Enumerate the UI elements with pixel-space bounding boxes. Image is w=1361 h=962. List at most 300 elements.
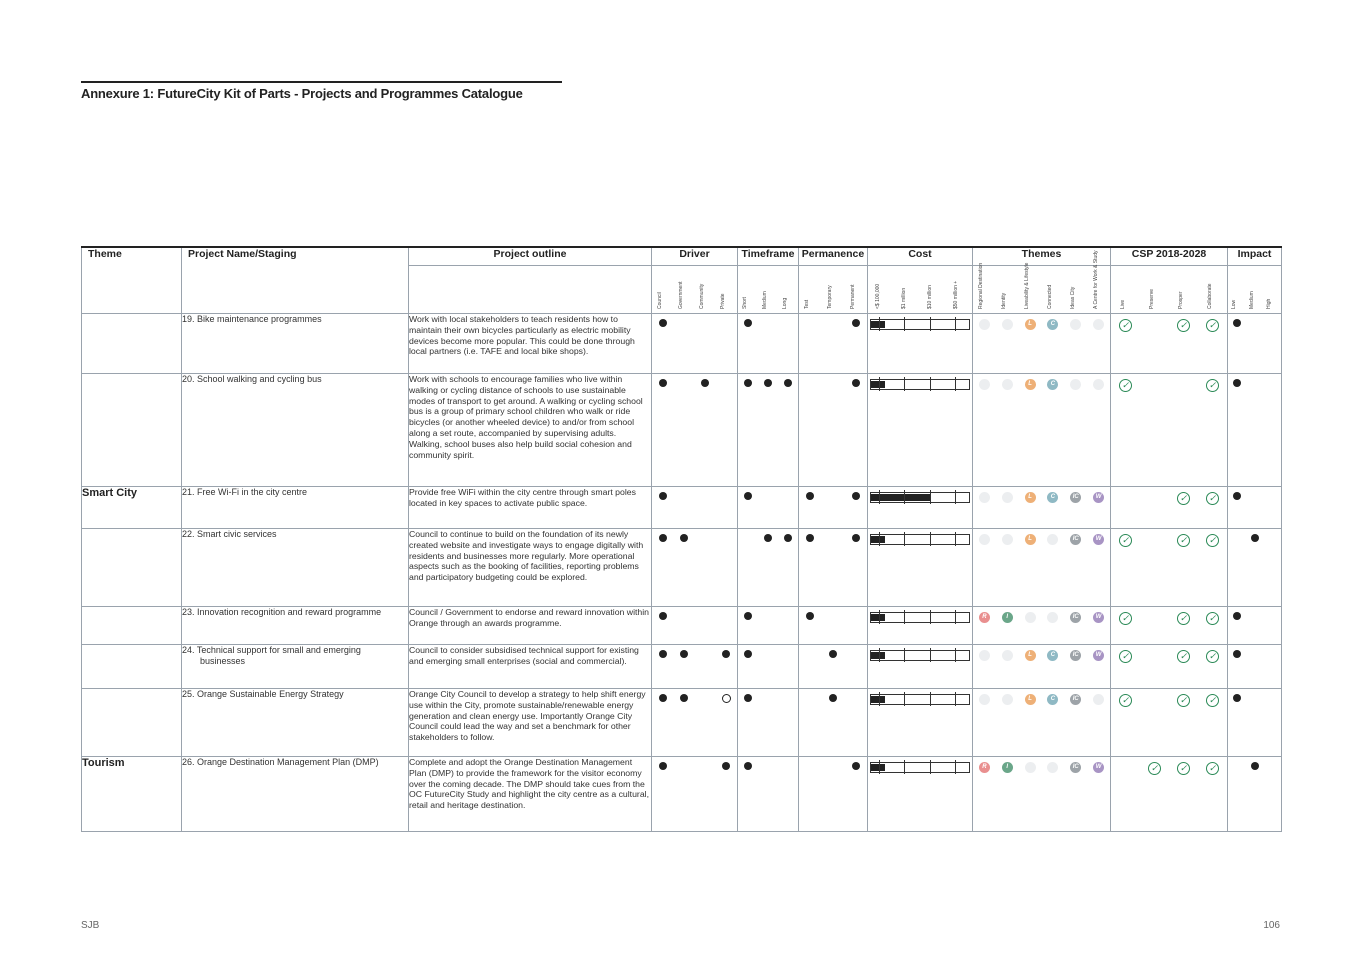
theme-badge-icon (979, 319, 990, 330)
sublabel-cell (920, 266, 946, 313)
cell-permanence (799, 607, 868, 645)
theme-marks (973, 757, 1110, 773)
sublabel-cell (1169, 266, 1198, 313)
mark-slot (1169, 612, 1198, 625)
theme-badge-icon (1002, 650, 1013, 661)
row-project-name (182, 689, 409, 757)
cell-driver (652, 487, 738, 529)
sublabel-cell (822, 266, 845, 313)
mark-slot (1228, 319, 1246, 327)
cell-csp (1111, 607, 1228, 645)
check-icon: ✓ (1119, 694, 1132, 707)
filled-dot-icon (680, 694, 688, 702)
mark-slot (844, 319, 867, 327)
cell-cost (868, 757, 973, 832)
check-icon: ✓ (1206, 319, 1219, 332)
filled-dot-icon (659, 762, 667, 770)
mark-slot (973, 650, 996, 661)
check-icon: ✓ (1206, 534, 1219, 547)
row-project-name (182, 757, 409, 832)
sublabel-cell (1198, 266, 1227, 313)
mark-slot (652, 379, 673, 387)
mark-slot (695, 694, 716, 703)
sublabel-cell (1140, 266, 1169, 313)
sublabel-text: Long (782, 297, 788, 309)
mark-slot (1087, 534, 1110, 545)
mark-slot (1263, 650, 1281, 658)
cost-bar-tick (930, 532, 931, 546)
row-outline: Council to consider subsidised technical support for existing and emerging small enterprises (social and commercial). (409, 645, 652, 689)
sublabels-permanence (799, 266, 867, 313)
mark-slot (1198, 694, 1227, 707)
page-number: 106 (1263, 920, 1280, 931)
permanence-marks (799, 487, 867, 500)
filled-dot-icon (784, 534, 792, 542)
header-impact: Impact (1228, 247, 1282, 266)
csp-marks (1111, 487, 1227, 505)
mark-slot (716, 694, 737, 703)
filled-dot-icon (1233, 379, 1241, 387)
theme-badge-icon (1002, 534, 1013, 545)
mark-slot (1246, 379, 1264, 387)
cost-bar-tick (904, 490, 905, 504)
csp-marks (1111, 645, 1227, 663)
filled-dot-icon (852, 534, 860, 542)
check-icon: ✓ (1206, 650, 1219, 663)
filled-dot-icon (1233, 319, 1241, 327)
check-icon: ✓ (1206, 492, 1219, 505)
project-name-text: 25. Orange Sustainable Energy Strategy (182, 689, 344, 699)
theme-marks (973, 314, 1110, 330)
mark-slot (738, 379, 758, 387)
timeframe-marks (738, 487, 798, 500)
cell-timeframe (738, 374, 799, 487)
cost-bar-tick (879, 760, 880, 774)
theme-badge-icon: IC (1070, 762, 1081, 773)
mark-slot (996, 694, 1019, 705)
cell-timeframe (738, 529, 799, 607)
mark-slot (778, 694, 798, 702)
sublabel-text: A Centre for Work & Study (1092, 250, 1099, 309)
mark-slot (1111, 694, 1140, 707)
mark-slot (799, 612, 822, 620)
cost-bar-tick (930, 692, 931, 706)
theme-badge-icon: W (1093, 612, 1104, 623)
table-row (82, 645, 1282, 689)
mark-slot (1019, 534, 1042, 545)
mark-slot (1246, 492, 1264, 500)
table-row (82, 487, 1282, 529)
theme-badge-icon (1070, 319, 1081, 330)
check-icon: ✓ (1206, 694, 1219, 707)
impact-marks (1228, 374, 1281, 387)
mark-slot (822, 319, 845, 327)
csp-marks (1111, 689, 1227, 707)
table-row (82, 689, 1282, 757)
sublabel-cell (996, 266, 1019, 313)
sublabel-text: Live (1119, 299, 1126, 309)
filled-dot-icon (744, 612, 752, 620)
check-icon: ✓ (1177, 534, 1190, 547)
filled-dot-icon (784, 379, 792, 387)
mark-slot (716, 492, 737, 500)
sublabel-text: Permanent (849, 284, 856, 309)
mark-slot (738, 534, 758, 542)
theme-badge-icon (1047, 762, 1058, 773)
mark-slot (1263, 379, 1281, 387)
theme-badge-icon: W (1093, 650, 1104, 661)
mark-slot (673, 379, 694, 387)
sublabel-text: Council (656, 292, 663, 309)
permanence-marks (799, 689, 867, 702)
sublabel-text: Prosper (1177, 291, 1184, 309)
cell-permanence (799, 689, 868, 757)
sublabel-text: Collaborate (1206, 283, 1213, 309)
row-theme: Tourism (82, 757, 182, 832)
theme-marks (973, 645, 1110, 661)
sublabel-text: Private (720, 293, 727, 309)
mark-slot (1228, 762, 1246, 770)
mark-slot (1246, 534, 1264, 542)
subheader-timeframe (738, 266, 799, 314)
mark-slot (1198, 319, 1227, 332)
mark-slot (1064, 612, 1087, 623)
driver-marks (652, 757, 737, 770)
cost-bar-tick (904, 760, 905, 774)
theme-badge-icon: L (1025, 650, 1036, 661)
sublabel-text: Ideas City (1069, 286, 1076, 309)
row-theme (82, 314, 182, 374)
mark-slot (1064, 379, 1087, 390)
cost-bar (870, 379, 970, 390)
mark-slot (844, 650, 867, 658)
mark-slot (1198, 534, 1227, 547)
mark-slot (1087, 492, 1110, 503)
subheader-csp (1111, 266, 1228, 314)
mark-slot (996, 534, 1019, 545)
sublabels-impact (1228, 266, 1281, 313)
mark-slot (1111, 534, 1140, 547)
impact-marks (1228, 757, 1281, 770)
mark-slot (1246, 694, 1264, 702)
check-icon: ✓ (1177, 694, 1190, 707)
project-name-text: 24. Technical support for small and emerging (182, 645, 361, 655)
filled-dot-icon (701, 379, 709, 387)
mark-slot (1111, 379, 1140, 392)
sublabel-text: $50 million + (953, 280, 959, 309)
csp-marks (1111, 757, 1227, 775)
mark-slot (1111, 612, 1140, 625)
theme-marks (973, 689, 1110, 705)
mark-slot (1169, 492, 1198, 505)
driver-marks (652, 529, 737, 542)
mark-slot (1087, 694, 1110, 705)
mark-slot (1041, 650, 1064, 661)
sublabels-csp (1111, 266, 1227, 313)
mark-slot (778, 534, 798, 542)
mark-slot (822, 534, 845, 542)
cell-cost (868, 374, 973, 487)
mark-slot (996, 650, 1019, 661)
mark-slot (738, 612, 758, 620)
mark-slot (778, 650, 798, 658)
cell-csp (1111, 314, 1228, 374)
sublabel-cell (868, 266, 894, 313)
theme-badge-icon (979, 379, 990, 390)
mark-slot (1019, 319, 1042, 330)
check-icon: ✓ (1177, 492, 1190, 505)
cost-bar (870, 319, 970, 330)
check-icon: ✓ (1148, 762, 1161, 775)
impact-marks (1228, 529, 1281, 542)
theme-badge-icon: R (979, 762, 990, 773)
impact-marks (1228, 645, 1281, 658)
cost-bar-tick (955, 610, 956, 624)
theme-badge-icon: C (1047, 492, 1058, 503)
mark-slot (973, 319, 996, 330)
sublabel-text: Government (677, 281, 684, 309)
cell-timeframe (738, 487, 799, 529)
theme-badge-icon (1047, 612, 1058, 623)
row-outline: Provide free WiFi within the city centre through smart poles located in key spaces to activate public space. (409, 487, 652, 529)
theme-badge-icon: I (1002, 762, 1013, 773)
sublabel-cell (1019, 262, 1042, 313)
theme-badge-icon (1093, 379, 1104, 390)
mark-slot (996, 492, 1019, 503)
mark-slot (652, 762, 673, 770)
check-icon: ✓ (1119, 379, 1132, 392)
cell-driver (652, 529, 738, 607)
mark-slot (822, 694, 845, 702)
mark-slot (1246, 762, 1264, 770)
mark-slot (973, 612, 996, 623)
cell-themes (973, 487, 1111, 529)
theme-badge-icon: IC (1070, 612, 1081, 623)
theme-badge-icon (1047, 534, 1058, 545)
check-icon: ✓ (1119, 650, 1132, 663)
sublabel-text: Test (804, 299, 811, 309)
mark-slot (716, 319, 737, 327)
mark-slot (716, 379, 737, 387)
row-outline: Work with local stakeholders to teach residents how to maintain their own bicycles particularly as electric mobility devices become more popular. This could be done through local partners (i.e. TAFE and local bike shops). (409, 314, 652, 374)
theme-badge-icon: L (1025, 534, 1036, 545)
row-outline: Complete and adopt the Orange Destination Management Plan (DMP) to provide the framework for the visitor economy over the coming decade. The DMP should take cues from the OC FutureCity Study and highlight the city centre as a cultural, retail and heritage destination. (409, 757, 652, 832)
mark-slot (822, 612, 845, 620)
mark-slot (1041, 612, 1064, 623)
mark-slot (1198, 379, 1227, 392)
cell-permanence (799, 529, 868, 607)
row-outline: Council / Government to endorse and reward innovation within Orange through an awards programme. (409, 607, 652, 645)
subheader-cost (868, 266, 973, 314)
mark-slot (1263, 612, 1281, 620)
row-theme (82, 645, 182, 689)
filled-dot-icon (764, 379, 772, 387)
mark-slot (1140, 379, 1169, 392)
cell-driver (652, 757, 738, 832)
cost-bar-tick (955, 317, 956, 331)
cell-cost (868, 689, 973, 757)
row-theme: Smart City (82, 487, 182, 529)
theme-badge-icon: L (1025, 492, 1036, 503)
mark-slot (652, 612, 673, 620)
theme-badge-icon: W (1093, 534, 1104, 545)
sublabel-cell (716, 266, 737, 313)
filled-dot-icon (1233, 612, 1241, 620)
sublabel-cell (1228, 266, 1246, 313)
mark-slot (1228, 534, 1246, 542)
mark-slot (973, 534, 996, 545)
permanence-marks (799, 314, 867, 327)
cell-permanence (799, 645, 868, 689)
sublabel-cell (778, 266, 798, 313)
theme-marks (973, 374, 1110, 390)
cost-bar-tick (904, 692, 905, 706)
subheader-driver (652, 266, 738, 314)
cost-bar (870, 650, 970, 661)
mark-slot (652, 319, 673, 327)
mark-slot (1263, 319, 1281, 327)
sublabel-text: Identity (1001, 292, 1008, 309)
sublabel-text: Preserve (1148, 288, 1155, 309)
filled-dot-icon (744, 762, 752, 770)
cell-impact (1228, 645, 1282, 689)
cost-bar-tick (879, 610, 880, 624)
filled-dot-icon (764, 534, 772, 542)
mark-slot (1263, 762, 1281, 770)
mark-slot (1087, 612, 1110, 623)
timeframe-marks (738, 374, 798, 387)
subheader-impact (1228, 266, 1282, 314)
filled-dot-icon (680, 650, 688, 658)
check-icon: ✓ (1177, 319, 1190, 332)
check-icon: ✓ (1206, 762, 1219, 775)
check-icon: ✓ (1177, 762, 1190, 775)
subheader-permanence (799, 266, 868, 314)
cost-bar-tick (879, 692, 880, 706)
mark-slot (738, 650, 758, 658)
mark-slot (1087, 650, 1110, 661)
sublabel-cell (652, 266, 673, 313)
mark-slot (1041, 319, 1064, 330)
mark-slot (973, 762, 996, 773)
theme-badge-icon: L (1025, 319, 1036, 330)
mark-slot (822, 650, 845, 658)
mark-slot (778, 379, 798, 387)
mark-slot (822, 379, 845, 387)
theme-badge-icon (1002, 694, 1013, 705)
mark-slot (996, 762, 1019, 773)
header-permanence: Permanence (799, 247, 868, 266)
mark-slot (1087, 319, 1110, 330)
mark-slot (1019, 694, 1042, 705)
theme-badge-icon: C (1047, 650, 1058, 661)
header-csp: CSP 2018-2028 (1111, 247, 1228, 266)
cell-permanence (799, 314, 868, 374)
cell-cost (868, 529, 973, 607)
mark-slot (738, 319, 758, 327)
filled-dot-icon (1251, 534, 1259, 542)
page-title: Annexure 1: FutureCity Kit of Parts - Projects and Programmes Catalogue (81, 86, 523, 101)
theme-badge-icon: C (1047, 379, 1058, 390)
mark-slot (799, 319, 822, 327)
header-driver: Driver (652, 247, 738, 266)
filled-dot-icon (829, 650, 837, 658)
mark-slot (1140, 650, 1169, 663)
cost-bar-tick (879, 648, 880, 662)
mark-slot (1064, 534, 1087, 545)
project-name-continued: businesses (200, 656, 246, 666)
mark-slot (758, 650, 778, 658)
mark-slot (996, 612, 1019, 623)
cell-cost (868, 645, 973, 689)
cost-bar-tick (904, 648, 905, 662)
check-icon: ✓ (1119, 612, 1132, 625)
sublabel-cell (1087, 250, 1110, 313)
cell-cost (868, 607, 973, 645)
cell-driver (652, 374, 738, 487)
sublabel-cell (844, 266, 867, 313)
timeframe-marks (738, 314, 798, 327)
cell-csp (1111, 529, 1228, 607)
csp-marks (1111, 374, 1227, 392)
theme-badge-icon: L (1025, 694, 1036, 705)
sublabel-text: Medium (762, 291, 768, 309)
mark-slot (1228, 492, 1246, 500)
theme-badge-icon (979, 694, 990, 705)
project-name-text: 19. Bike maintenance programmes (182, 314, 322, 324)
sublabel-cell (673, 266, 694, 313)
mark-slot (1019, 492, 1042, 503)
sublabel-cell (738, 266, 758, 313)
filled-dot-icon (806, 534, 814, 542)
filled-dot-icon (1233, 650, 1241, 658)
check-icon: ✓ (1206, 379, 1219, 392)
cell-themes (973, 645, 1111, 689)
permanence-marks (799, 374, 867, 387)
filled-dot-icon (852, 379, 860, 387)
row-theme (82, 689, 182, 757)
cell-themes (973, 757, 1111, 832)
mark-slot (758, 379, 778, 387)
mark-slot (738, 762, 758, 770)
mark-slot (844, 534, 867, 542)
row-project-name (182, 314, 409, 374)
mark-slot (758, 492, 778, 500)
cost-bar-tick (930, 760, 931, 774)
theme-badge-icon: W (1093, 492, 1104, 503)
cell-permanence (799, 374, 868, 487)
filled-dot-icon (744, 694, 752, 702)
mark-slot (1198, 762, 1227, 775)
header-cost: Cost (868, 247, 973, 266)
mark-slot (1064, 762, 1087, 773)
mark-slot (996, 319, 1019, 330)
cell-impact (1228, 689, 1282, 757)
cost-bar (870, 694, 970, 705)
mark-slot (799, 762, 822, 770)
cell-impact (1228, 607, 1282, 645)
header-timeframe: Timeframe (738, 247, 799, 266)
mark-slot (1019, 650, 1042, 661)
cost-bar-tick (955, 490, 956, 504)
cell-csp (1111, 757, 1228, 832)
mark-slot (1228, 694, 1246, 702)
csp-marks (1111, 607, 1227, 625)
mark-slot (1246, 650, 1264, 658)
cell-permanence (799, 757, 868, 832)
mark-slot (695, 534, 716, 542)
filled-dot-icon (659, 694, 667, 702)
